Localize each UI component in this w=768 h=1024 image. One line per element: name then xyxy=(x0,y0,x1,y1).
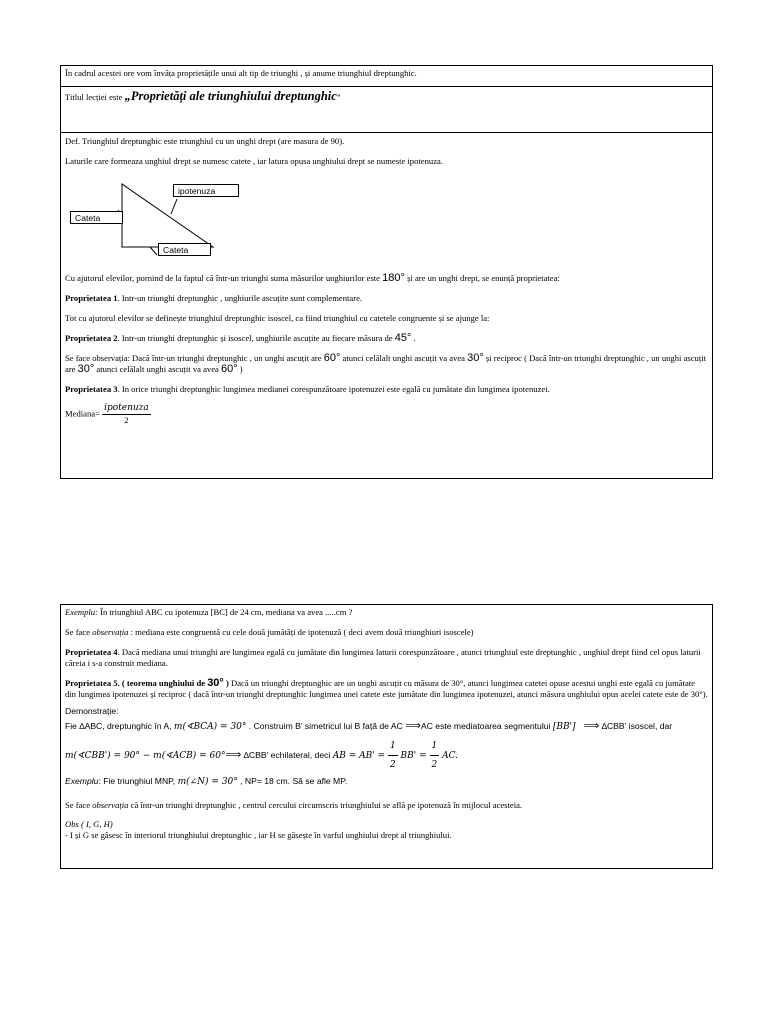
example-1: Exemplu: În triunghiul ABC cu ipotenuza [BC] de 24 cm, mediana va avea .....cm ? xyxy=(65,607,353,617)
lesson-table-2 xyxy=(60,604,713,869)
obs-igh-text: - I și G se găsesc în interiorul triunghiului dreptunghic , iar H se găsește în varful unghiului drept al triunghiului. xyxy=(65,830,452,840)
pointer-hypotenuse xyxy=(171,199,177,214)
observation-circumcenter: Se face observația că într-un triunghi dreptunghic , centrul cercului circumscris triunghiului se află pe ipotenuză în mijlocul acesteia. xyxy=(65,800,523,810)
pointer-leg-bottom xyxy=(150,247,157,255)
content-row xyxy=(61,133,712,478)
median-formula: Mediana= $\frac{\text{ipotenuza}}{2}$ xyxy=(65,403,149,425)
property-2: Proprietatea 2. Intr-un triunghi dreptunghic și isoscel, unghiurile ascuțite au fiecare măsura de 45° . xyxy=(65,332,416,344)
half-fraction-1: $\frac{1}{2}$ xyxy=(388,737,398,774)
definition: Def. Triunghiul dreptunghic este triunghiul cu un unghi drept (are masura de 90). xyxy=(65,136,345,146)
implies-icon: ⟹ xyxy=(583,720,600,732)
sides-definition: Laturile care formeaza unghiul drept se numesc catete , iar latura opusa unghiului drept se numeste ipotenuza. xyxy=(65,156,443,166)
observation-median: Se face observația : mediana este congruentă cu cele două jumătăți de ipotenuză ( deci avem două triunghiuri isoscele) xyxy=(65,627,474,637)
lesson-table-1 xyxy=(60,65,713,479)
leg-label-left: Cateta xyxy=(70,211,123,224)
property-4: Proprietatea 4. Dacă mediana unui triunghi are lungimea egală cu jumătate din lungimea laturii corespunzătoare , atunci triunghiul este dreptunghic , unghiul drept fiind cel opus laturii căreia i s-a construit mediana. xyxy=(65,647,701,668)
median-fraction: $\frac{\text{ipotenuza}}{2}$ xyxy=(104,403,149,425)
lesson-title: Titlul lecției este „Proprietăți ale triunghiului dreptunghic” xyxy=(65,89,341,103)
obs-igh-label: Obs ( I, G, H) xyxy=(65,819,113,829)
angle-sum-text: Cu ajutorul elevilor, pornind de la faptul că într-un triunghi suma măsurilor unghiurilor este 180° și are un unghi drept, se enunță proprietatea: xyxy=(65,272,560,284)
example-2: Exemplu: Fie triunghiul MNP, m(∠N) = 30° , NP= 18 cm. Să se afle MP. xyxy=(65,776,348,787)
demonstration-title: Demonstrație: xyxy=(65,706,119,716)
intro-row xyxy=(61,66,712,87)
hypotenuse-label: ipotenuza xyxy=(173,184,239,197)
property-3: Proprietatea 3. In orice triunghi dreptunghic lungimea medianei corespunzătoare ipotenuzei este egală cu jumătate din lungimea ipotenuzei. xyxy=(65,384,550,394)
observation-angles: Se face observația: Dacă într-un triunghi dreptunghic , un unghi ascuțit are 60° atunci celălalt unghi ascuțit va avea 30° și reciproc ( Dacă într-un triunghi dreptunghic , un unghi ascuțit are 30° atunci celălalt unghi ascuțit va avea 60° ) xyxy=(65,352,706,375)
property-5: Proprietatea 5. ( teorema unghiului de 30° ) Dacă un triunghi dreptunghic are un unghi ascuțit cu măsura de 30°, atunci lungimea catetei opuse acestui unghi este egală cu jumătate din lungimea ipotenuzei și reciproc ( dacă într-un triunghi dreptunghic lungimea unei catete este jumătate din lungimea ipotenuzei, atunci măsura unghiului opus acelei catete este de 30°). xyxy=(65,677,708,699)
implies-icon: ⟹ xyxy=(225,748,242,761)
right-triangle-diagram xyxy=(65,167,708,271)
content-row-2 xyxy=(61,605,712,868)
demonstration-line-2: m(∢CBB') = 90° − m(∢ACB) = 60°⟹ ∆CBB' echilateral, deci AB = AB' = $\frac{1}{2}$ BB' = $\frac{1}{2}$ AC. xyxy=(65,737,708,774)
demonstration-line-1: Fie ∆ABC, dreptunghic în A, m(∢BCA) = 30° . Construim B' simetricul lui B față de AC ⟹AC este mediatoarea segmentului [BB'] ⟹ ∆CBB' isoscel, dar xyxy=(65,720,673,732)
implies-icon: ⟹ xyxy=(405,720,421,732)
title-row xyxy=(61,87,712,133)
leg-label-bottom: Cateta xyxy=(158,243,211,256)
property-1: Proprietatea 1. Intr-un triunghi dreptunghic , unghiurile ascuțite sunt complementare. xyxy=(65,293,363,303)
half-fraction-2: $\frac{1}{2}$ xyxy=(430,737,440,774)
intro-text: În cadrul acestei ore vom învăța proprietățile unui alt tip de triunghi , și anume triunghiul dreptunghic. xyxy=(65,68,417,78)
isosceles-definition: Tot cu ajutorul elevilor se definește triunghiul dreptunghic isoscel, ca fiind triunghiul cu catetele congruente și se ajunge la: xyxy=(65,313,490,323)
